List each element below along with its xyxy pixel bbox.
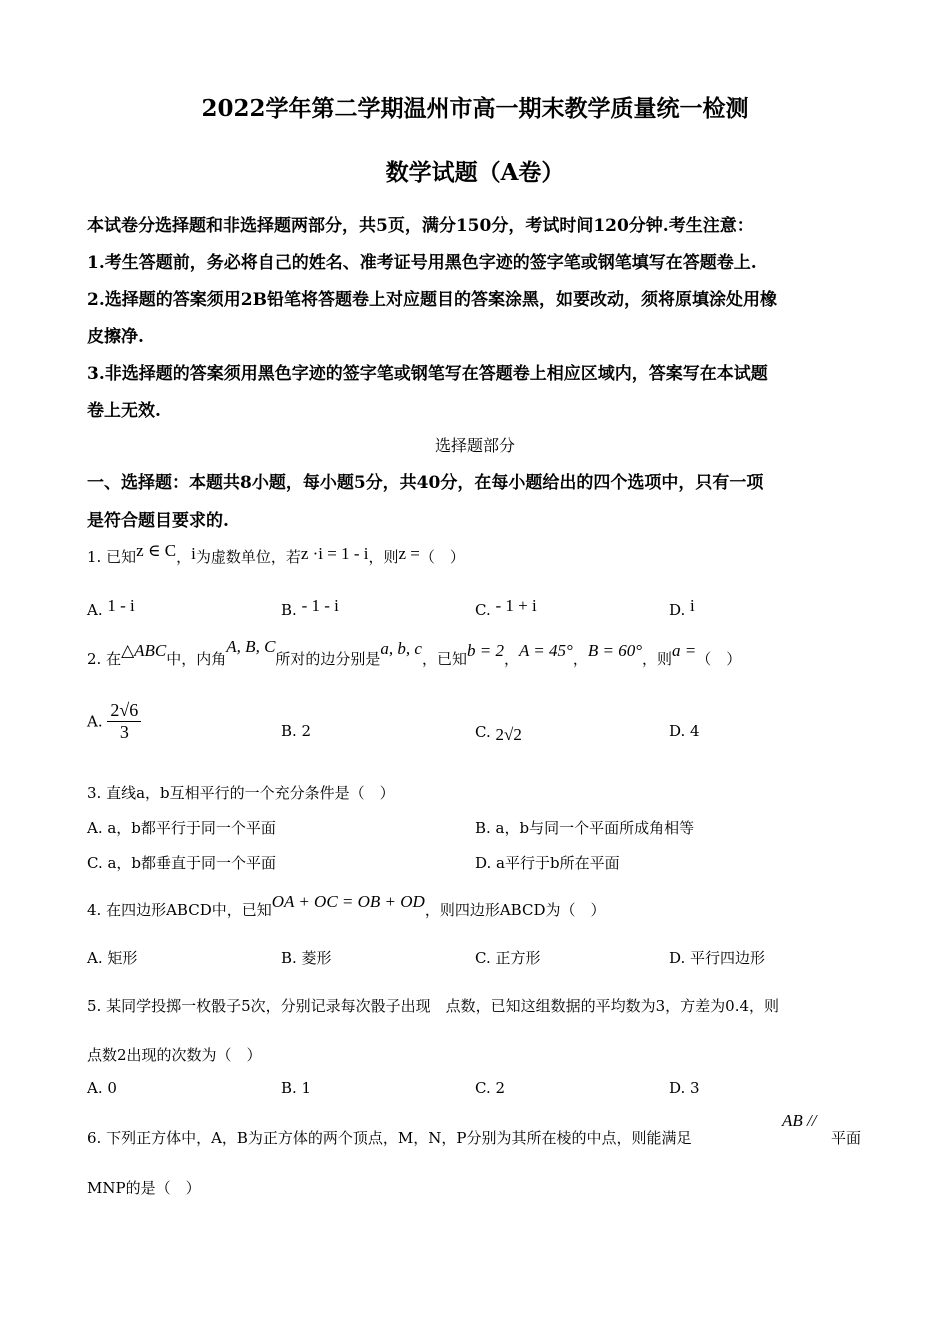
note-line-1: 1.考生答题前，务必将自己的姓名、准考证号用黑色字迹的签字笔或钢笔填写在答题卷上. [87,253,757,273]
q1-mid-2: 为虚数单位，若 [195,548,301,566]
q4-suffix: ，则四边形ABCD为（ ） [424,901,606,919]
q3-option-a: A. a，b都平行于同一个平面 [87,819,276,837]
note-line-5: 卷上无效. [87,401,161,421]
q5-option-d: D. 3 [669,1079,700,1097]
q1-math-1: z ∈ C [136,541,177,560]
q1-math-3: z ·i = 1 - i [300,544,369,563]
note-line-0: 本试卷分选择题和非选择题两部分，共5页，满分150分，考试时间120分钟.考生注意： [87,216,754,236]
q1-prefix: 1. 已知 [87,548,137,566]
q1-suffix: （ ） [419,548,465,566]
q2-math-4: b = 2 [466,641,504,660]
q2-math-2: A, B, C [226,637,276,656]
q3-option-b: B. a，b与同一个平面所成角相等 [475,819,695,837]
part1-line1: 一、选择题：本题共8小题，每小题5分，共40分，在每小题给出的四个选项中，只有一项 [87,473,764,493]
q2-mid-1: 中，内角 [166,650,227,668]
q2-sep-2: ， [572,650,588,668]
q4-option-a: A. 矩形 [87,949,138,967]
q2-math-5: A = 45° [518,641,573,660]
q2-sep-1: ， [503,650,519,668]
page-title: 2022学年第二学期温州市高一期末教学质量统一检测 [201,95,749,122]
q2-math-3: a, b, c [380,639,422,658]
q2-math-6: B = 60° [587,641,643,660]
q2-math-7: a = [672,641,697,660]
note-line-3: 皮擦净. [87,327,144,347]
question-2 [87,637,742,669]
q4-prefix: 4. 在四边形ABCD中，已知 [87,901,272,919]
question-1 [87,541,465,567]
note-line-2: 2.选择题的答案须用2B铅笔将答题卷上对应题目的答案涂黑，如要改动，须将原填涂处用橡 [87,290,777,310]
page-subtitle: 数学试题（A卷） [385,159,565,186]
question-4 [87,892,606,920]
q1-option-a: A. 1 - i [87,596,135,619]
q5-option-b: B. 1 [281,1079,312,1097]
q4-option-c: C. 正方形 [475,949,541,967]
note-line-4: 3.非选择题的答案须用黑色字迹的签字笔或钢笔写在答题卷上相应区域内，答案写在本试题 [87,364,768,384]
q5-option-c: C. 2 [475,1079,506,1097]
q2-mid-3: ，已知 [421,650,467,668]
question-5-line-1: 5. 某同学投掷一枚骰子5次，分别记录每次骰子出现 点数，已知这组数据的平均数为3，方差为0.4，则 [87,997,780,1015]
q3-option-d: D. a平行于b所在平面 [475,854,620,872]
q2-mid-2: 所对的边分别是 [275,650,381,668]
q2-prefix: 2. 在 [87,650,122,668]
q1-option-c: C. - 1 + i [475,596,537,619]
q1-math-4: z = [398,544,420,563]
q6-line-1-end: 平面 [831,1129,862,1147]
q1-mid-3: ，则 [368,548,399,566]
q3-option-c: C. a，b都垂直于同一个平面 [87,854,277,872]
q1-option-b: B. - 1 - i [281,596,339,619]
question-6-line-1: 6. 下列正方体中，A，B为正方体的两个顶点，M，N，P分别为其所在棱的中点，则能满足 [87,1129,692,1147]
q2-option-a: A. $\frac{2√6}{3}$ [87,700,141,743]
q1-option-d: D. i [669,596,695,619]
q2-option-a-fraction: $\frac{2√6}{3}$ [107,700,141,743]
q4-option-d: D. 平行四边形 [669,949,766,967]
section-title: 选择题部分 [434,436,515,455]
question-6-line-2: MNP的是（ ） [87,1179,201,1197]
question-3: 3. 直线a，b互相平行的一个充分条件是（ ） [87,784,395,802]
q4-option-b: B. 菱形 [281,949,332,967]
q2-math-1: △ABC [121,641,167,660]
q1-math-2: i [191,544,196,563]
q1-mid-1: ， [176,548,192,566]
q6-math: AB // [782,1111,817,1130]
question-5-line-2: 点数2出现的次数为（ ） [87,1046,262,1064]
q2-mid-4: ，则 [642,650,673,668]
part1-line2: 是符合题目要求的. [87,511,229,531]
q2-option-c: C. 2√2 [475,723,522,744]
q4-math: OA + OC = OB + OD [271,892,425,911]
q2-suffix: （ ） [696,650,742,668]
q2-option-d: D. 4 [669,722,700,740]
q2-option-b: B. 2 [281,722,312,740]
q5-option-a: A. 0 [87,1079,117,1097]
